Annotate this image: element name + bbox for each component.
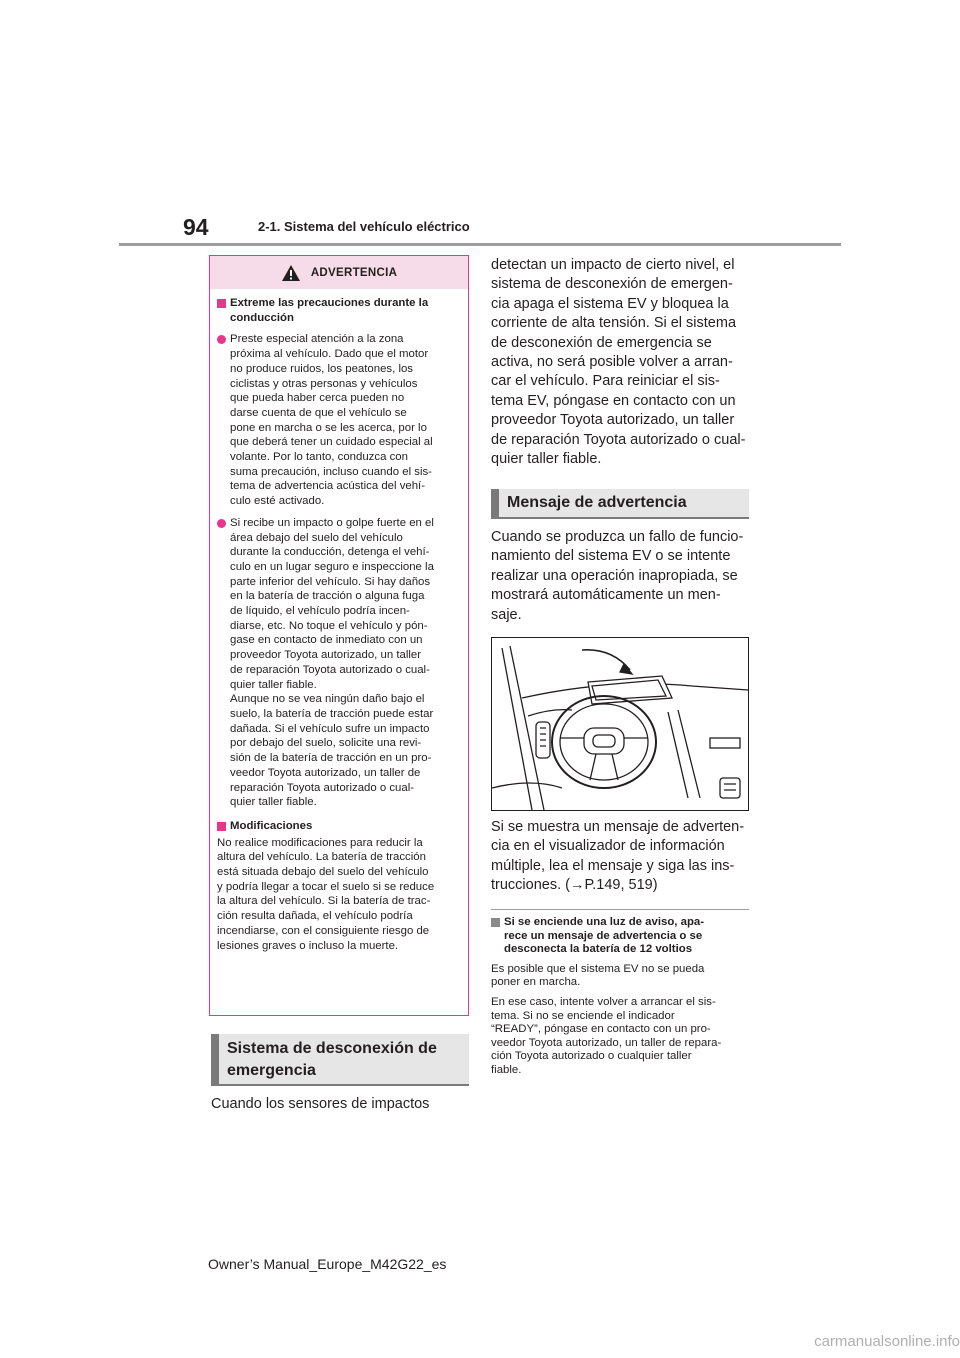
warning-bullet-pedestrians-text: Preste especial atención a la zona próxima al vehículo. Dado que el motor no produce ruidos, los peatones, los ciclistas y otras personas y vehículos que pueda haber cerca pueden no darse cuenta de que el vehículo se pone en marcha o se les acerca, por lo que deberá tener un cuidado especial al volante. Por lo tanto, conduzca con suma precaución, incluso cuando el sis- tema de advertencia acústica del vehí- culo esté activado.	[230, 333, 433, 508]
warning-heading-modifications	[217, 819, 461, 834]
section-heading-warning-message	[491, 489, 749, 519]
square-bullet-icon	[491, 918, 500, 927]
warning-heading-driving	[217, 296, 461, 325]
warning-bullet-impact	[217, 516, 461, 810]
section-heading-emergency-text: Sistema de desconexión de emergencia	[227, 1040, 437, 1079]
footer-text: Owner’s Manual_Europe_M42G22_es	[208, 1256, 447, 1272]
square-bullet-icon	[217, 822, 226, 831]
watermark-text: carmanualsonline.info	[814, 1333, 960, 1350]
header-rule	[119, 243, 841, 246]
note-divider	[491, 909, 749, 910]
section-heading-warning-message-text: Mensaje de advertencia	[507, 494, 687, 511]
page-number: 94	[183, 214, 209, 240]
note-heading	[491, 916, 756, 957]
emergency-paragraph-continued: detectan un impacto de cierto nivel, el sistema de desconexión de emergen- cia apaga el sistema EV y bloquea la corriente de alta tensión. Si el sistema de desconexión de emergencia se activa, no será posible volver a arran- car el vehículo. Para reiniciar el sis- tema EV, póngase en contacto con un proveedor Toyota autorizado, un taller de reparación Toyota autorizado o cual- quier taller fiable.	[491, 257, 746, 468]
round-bullet-icon	[217, 335, 226, 344]
note-paragraph-2: En ese caso, intente volver a arrancar el sis- tema. Si no se enciende el indicador “READY”, póngase en contacto con un pro- veedor Toyota autorizado, un taller de repara- ción Toyota autorizado o cualquier taller fiable.	[491, 995, 722, 1076]
warning-modifications-text: No realice modificaciones para reducir la altura del vehículo. La batería de tracción está situada debajo del suelo del vehículo y podría llegar a tocar el suelo si se reduce la altura del vehículo. Si la batería de trac- ción resulta dañada, el vehículo podría incendiarse, con el consiguiente riesgo de lesiones graves o incluso la muerte.	[217, 836, 435, 952]
round-bullet-icon	[217, 519, 226, 528]
note-heading-text: Si se enciende una luz de aviso, apa- rece un mensaje de advertencia o se desconecta la batería de 12 voltios	[504, 916, 705, 956]
dashboard-illustration	[491, 637, 749, 811]
warning-box	[209, 255, 469, 1016]
note-block	[491, 916, 756, 1078]
warning-triangle-icon	[281, 264, 301, 282]
illustration-caption-paragraph: Si se muestra un mensaje de adverten- cia en el visualizador de información múltiple, lea el mensaje y siga las ins- trucciones. (→P.149, 519)	[491, 819, 745, 894]
square-bullet-icon	[217, 299, 226, 308]
section-title: 2-1. Sistema del vehículo eléctrico	[258, 219, 470, 234]
warning-heading-driving-text: Extreme las precauciones durante la conducción	[230, 297, 429, 324]
warning-message-paragraph: Cuando se produzca un fallo de funcio- namiento del sistema EV o se intente realizar una operación inapropiada, se mostrará automáticamente un men- saje.	[491, 529, 744, 623]
warning-title: ADVERTENCIA	[310, 266, 398, 279]
warning-heading-modifications-text: Modificaciones	[230, 819, 313, 832]
warning-bullet-pedestrians	[217, 332, 461, 508]
warning-header	[210, 256, 468, 289]
emergency-paragraph-start: Cuando los sensores de impactos	[211, 1096, 430, 1112]
warning-bullet-impact-text: Si recibe un impacto o golpe fuerte en el área debajo del suelo del vehículo durante la conducción, detenga el vehí- culo en un lugar seguro e inspeccione la parte inferior del vehículo. Si hay daños en la batería de tracción o alguna fuga de líquido, el vehículo podría incen- diarse, etc. No toque el vehículo y pón- gase en contacto de inmediato con un proveedor Toyota autorizado, un taller de reparación Toyota autorizado o cual- quier taller fiable. Aunque no se vea ningún daño bajo el suelo, la batería de tracción puede estar dañada. Si el vehículo sufre un impacto por debajo del suelo, solicite una revi- sión de la batería de tracción en un pro- veedor Toyota autorizado, un taller de reparación Toyota autorizado o cual- quier taller fiable.	[230, 516, 434, 809]
steering-wheel-dashboard-icon	[492, 638, 748, 810]
warning-body	[210, 289, 468, 953]
note-paragraph-1: Es posible que el sistema EV no se pueda poner en marcha.	[491, 962, 705, 989]
section-heading-emergency	[211, 1034, 469, 1086]
